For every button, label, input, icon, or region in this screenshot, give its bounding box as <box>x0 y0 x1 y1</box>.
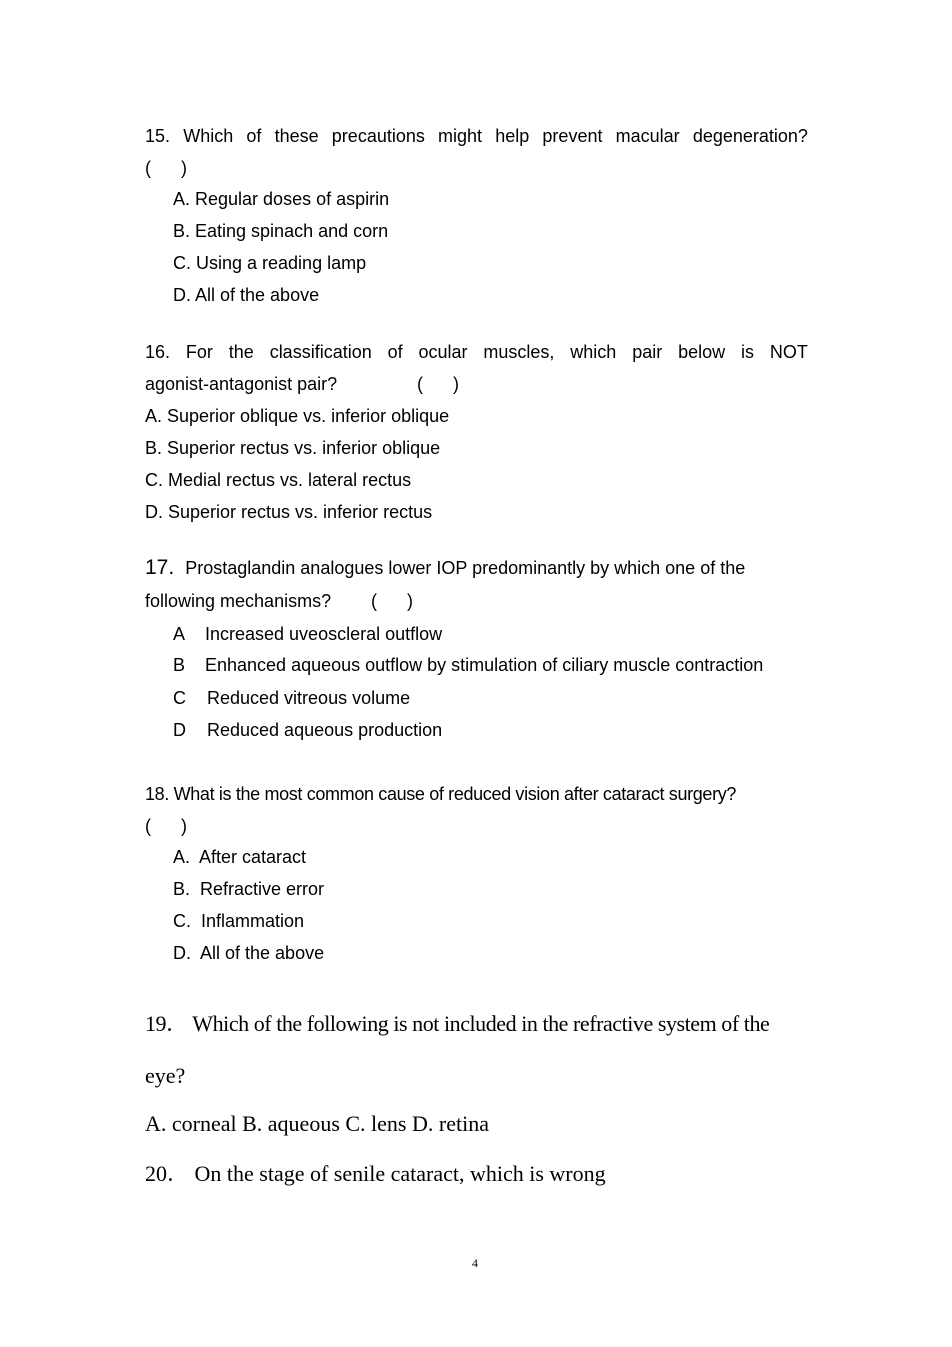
q15-option-a: A. Regular doses of aspirin <box>173 189 390 209</box>
q15-word: prevent <box>542 126 603 146</box>
q15-option-b: B. Eating spinach and corn <box>173 221 389 241</box>
q16-option-a: A. Superior oblique vs. inferior oblique <box>145 406 450 426</box>
q16-stem-line1 <box>145 341 808 363</box>
q16-word: below <box>678 342 726 362</box>
q16-stem-line2: agonist-antagonist pair? <box>145 374 338 394</box>
q16-word: 16. <box>145 342 171 362</box>
q15-word: Which <box>183 126 234 146</box>
q17-option-letter: D <box>173 720 186 740</box>
q18-option-a: A. After cataract <box>173 847 307 867</box>
q18-option-c: C. Inflammation <box>173 911 305 931</box>
q17-option-letter: C <box>173 688 186 708</box>
q15-word: help <box>495 126 530 146</box>
q17-stem-line2: following mechanisms? <box>145 591 332 611</box>
q17-option-text: Enhanced aqueous outflow by stimulation of ciliary muscle contraction <box>205 655 764 675</box>
q16-option-c: C. Medial rectus vs. lateral rectus <box>145 470 412 490</box>
q16-word: the <box>228 342 254 362</box>
q15-word: macular <box>615 126 680 146</box>
q20-stem: 20． On the stage of senile cataract, which is wrong <box>145 1161 606 1186</box>
q16-word: of <box>387 342 403 362</box>
q16-option-d: D. Superior rectus vs. inferior rectus <box>145 502 433 522</box>
q17-option-letter: B <box>173 655 186 675</box>
q15-word: 15. <box>145 126 171 146</box>
q15-word: of <box>246 126 262 146</box>
q16-answer-blank: ( ) <box>417 374 459 394</box>
q17-option-b <box>173 654 763 676</box>
q18-stem: 18. What is the most common cause of reduced vision after cataract surgery? <box>145 784 737 804</box>
q15-word: these <box>274 126 319 146</box>
q15-stem-line1 <box>145 125 808 147</box>
q19-options: A. corneal B. aqueous C. lens D. retina <box>145 1111 489 1136</box>
q16-word: For <box>185 342 213 362</box>
q19-stem-line2: eye? <box>145 1063 186 1088</box>
q17-option-text: Reduced vitreous volume <box>207 688 411 708</box>
q15-answer-blank: ( ) <box>145 158 187 178</box>
q16-word: pair <box>632 342 663 362</box>
q16-word: which <box>570 342 617 362</box>
q17-option-letter: A <box>173 624 186 644</box>
q17-number: 17. <box>145 556 175 579</box>
q16-word: is <box>741 342 754 362</box>
q17-option-text: Reduced aqueous production <box>207 720 443 740</box>
q16-option-b: B. Superior rectus vs. inferior oblique <box>145 438 441 458</box>
q17-answer-blank: ( ) <box>371 591 413 611</box>
q15-word: precautions <box>331 126 425 146</box>
q16-word: classification <box>269 342 372 362</box>
q16-word: muscles, <box>483 342 555 362</box>
q18-answer-blank: ( ) <box>145 816 187 836</box>
q19-stem-line1: 19． Which of the following is not included in the refractive system of the <box>145 1011 770 1036</box>
q17-stem-line1 <box>145 557 745 579</box>
q15-word: degeneration? <box>692 126 808 146</box>
q17-option-text: Increased uveoscleral outflow <box>205 624 443 644</box>
q15-option-c: C. Using a reading lamp <box>173 253 367 273</box>
q16-word: NOT <box>769 342 808 362</box>
q17-option-c <box>173 687 410 709</box>
q15-option-d: D. All of the above <box>173 285 320 305</box>
q17-option-d <box>173 719 442 741</box>
q17-option-a <box>173 623 442 645</box>
q15-word: might <box>438 126 483 146</box>
q18-option-d: D. All of the above <box>173 943 325 963</box>
q16-word: ocular <box>418 342 468 362</box>
page-number: 4 <box>472 1256 478 1270</box>
q18-option-b: B. Refractive error <box>173 879 325 899</box>
q17-stem-text: Prostaglandin analogues lower IOP predominantly by which one of the <box>185 558 746 578</box>
